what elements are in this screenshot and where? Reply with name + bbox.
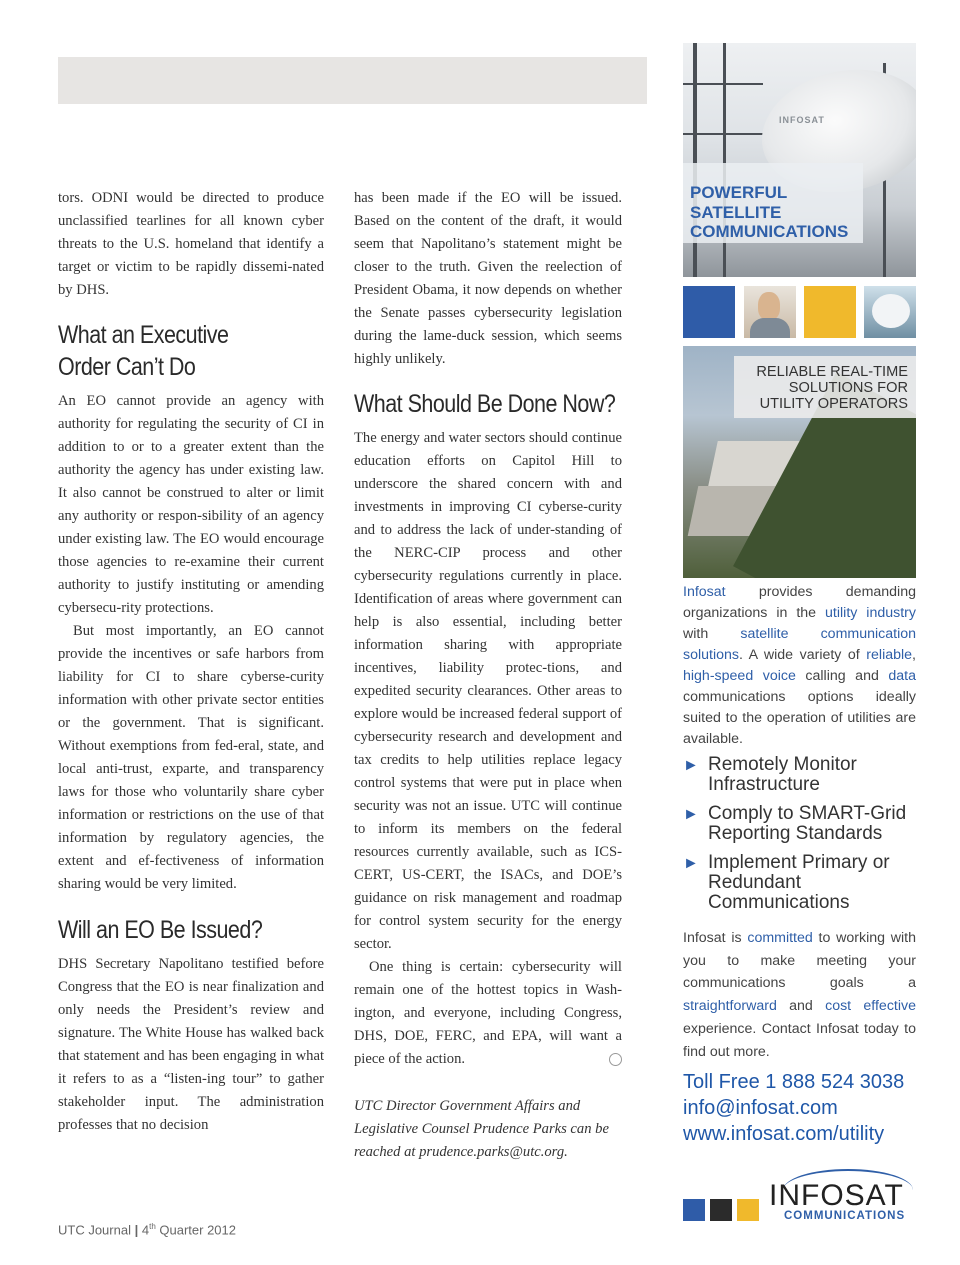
page-footer — [58, 1222, 236, 1237]
section-heading-what-now: What Should Be Done Now? — [354, 390, 616, 418]
paragraph-text: One thing is certain: cybersecurity will remain one of the hottest topics in Wash-ington, and everyone, including Congress, DHS, DOE, FERC, and EPA, will want a piece of the action. — [354, 959, 622, 1067]
dish-logo: INFOSAT — [779, 115, 825, 125]
keyword-link[interactable]: utility industry — [825, 605, 916, 621]
logo-square-dark — [710, 1199, 732, 1221]
arrow-right-icon: ► — [683, 757, 699, 774]
paragraph — [354, 956, 622, 1071]
heading-line-1: What an Executive — [58, 321, 229, 349]
paragraph: DHS Secretary Napolitano testified before Congress that the EO is near finalization and only needs the President’s review and signature. The White House has walked back that statement and has been engaging in what it refers to as a “listen-ing tour” to gather stakeholder input. The administration professes that no decision — [58, 956, 324, 1133]
website-link[interactable]: www.infosat.com/utility — [683, 1123, 885, 1145]
keyword-link[interactable]: straightforward — [683, 998, 777, 1015]
blue-tile — [683, 286, 735, 338]
logo-square-blue — [683, 1199, 705, 1221]
satellite-dish-photo — [683, 43, 916, 277]
powerful-headline — [690, 183, 848, 242]
quarter-suffix: th — [149, 1222, 156, 1231]
section-heading-will-eo: Will an EO Be Issued? — [58, 916, 263, 944]
arrow-right-icon: ► — [683, 806, 699, 823]
headline-line: RELIABLE REAL-TIME — [756, 364, 908, 380]
keyword-link[interactable]: high-speed voice — [683, 668, 796, 684]
article-column-1 — [58, 187, 324, 1137]
headline-line: POWERFUL — [690, 183, 788, 202]
dam-photo — [683, 346, 916, 578]
headline-line: SATELLITE — [690, 202, 782, 222]
journal-name: UTC Journal — [58, 1222, 131, 1238]
reliable-headline — [732, 364, 908, 412]
keyword-link[interactable]: cost effective — [825, 998, 916, 1015]
keyword-link[interactable]: data — [888, 668, 917, 684]
feature-item: ► Remotely Monitor Infrastructure — [683, 754, 857, 795]
email-link[interactable]: info@infosat.com — [683, 1097, 838, 1119]
article-column-2 — [354, 187, 622, 1164]
person-icon — [758, 292, 780, 320]
heading-line-2: Order Can’t Do — [58, 353, 196, 381]
paragraph: An EO cannot provide an agency with authority for regulating the security of CI in addition to or to a greater extent than the authority the agency has under existing law. It also cannot be construed to alter or limit any authority or respon-sibility of an agency under existing law. The EO would encourage those agencies to re-examine their current authority to justify instituting or amending cybersecu-rity protections. — [58, 393, 324, 616]
arrow-right-icon: ► — [683, 855, 699, 872]
headline-line: COMMUNICATIONS — [690, 222, 849, 241]
feature-item: ► Implement Primary or Redundant Communications — [683, 852, 890, 913]
dish-photo-tile — [864, 286, 916, 338]
paragraph: But most importantly, an EO cannot provide the incentives or safe harbors from liability for CI to share cyberse-curity information with other private sector entities or the government. That is significant. Without exemptions from fed-eral, state, and local anti-trust, exparte, and transparency laws for those who voluntarily share cyber information or restrictions on the use of that information by regulatory agencies, the extent and ef-fectiveness of information sharing would be very limited. — [58, 623, 324, 892]
section-heading-executive-order — [58, 319, 287, 383]
yellow-tile — [804, 286, 856, 338]
author-credit: UTC Director Government Affairs and Legislative Counsel Prudence Parks can be reached at prudence.parks@utc.org. — [354, 1098, 609, 1160]
header-bar — [58, 57, 647, 104]
dish-icon — [872, 294, 910, 328]
operator-photo-tile — [744, 286, 796, 338]
phone-number[interactable]: Toll Free 1 888 524 3038 — [683, 1071, 905, 1093]
quarter-text: Quarter 2012 — [159, 1222, 236, 1238]
headline-line: UTILITY OPERATORS — [759, 396, 908, 412]
footer-separator: | — [134, 1222, 139, 1238]
logo-square-yellow — [737, 1199, 759, 1221]
paragraph: The energy and water sectors should continue education efforts on Capitol Hill to underscore the shared concern with and investments in improving CI cyberse-curity and to address the lack of under-standing of the NERC-CIP process and other cybersecurity regulations currently in place. Identification of areas where government can help is also essential, including better information sharing with appropriate incentives, liability protec-tions, and expedited security clearances. Other areas to explore would be increased federal support of cybersecurity research and development and tax credits to help utilities replace legacy control systems that were put in place when security was not an issue. UTC will continue to inform its members on the federal resources currently available, such as ICS-CERT, US-CERT, the ISACs, and DOE’s guidance on risk management and roadmap for control system security for the energy sector. — [354, 430, 622, 952]
keyword-link[interactable]: reliable — [866, 647, 913, 663]
keyword-link[interactable]: committed — [747, 930, 813, 946]
contact-info — [683, 1069, 904, 1147]
keyword-link[interactable]: satellite communication solutions — [683, 626, 916, 663]
ad-closing-text: Infosat is committed to working with you to make meeting your communications goals a straightforward and cost effective experience. Contact Infosat today to find out more. — [683, 930, 916, 1060]
paragraph: has been made if the EO will be issued. Based on the content of the draft, it would seem that Napolitano’s statement might be closer to the truth. Given the reelection of President Obama, it now depends on whether the Senate passes cybersecurity legislation during the lame-duck session, which seems highly unlikely. — [354, 190, 622, 367]
paragraph: tors. ODNI would be directed to produce unclassified tearlines for all known cyber threats to the U.S. homeland that identify a target or victim to be rapidly dissemi-nated by DHS. — [58, 190, 324, 298]
quarter-number: 4 — [141, 1222, 150, 1238]
headline-line: SOLUTIONS FOR — [788, 380, 908, 396]
logo-subtitle: COMMUNICATIONS — [784, 1210, 906, 1222]
feature-list — [683, 755, 916, 922]
infosat-logo: INFOSAT — [769, 1179, 904, 1212]
ad-intro-text: Infosat provides demanding organizations in the utility industry with satellite communication solutions. A wide variety of reliable, high-speed voice calling and data communications options ideally suited to the operation of utilities are available. — [683, 584, 917, 747]
feature-item: ► Comply to SMART-Grid Reporting Standards — [683, 803, 907, 844]
brand-link[interactable]: Infosat — [683, 584, 726, 600]
end-mark-icon — [609, 1053, 622, 1066]
